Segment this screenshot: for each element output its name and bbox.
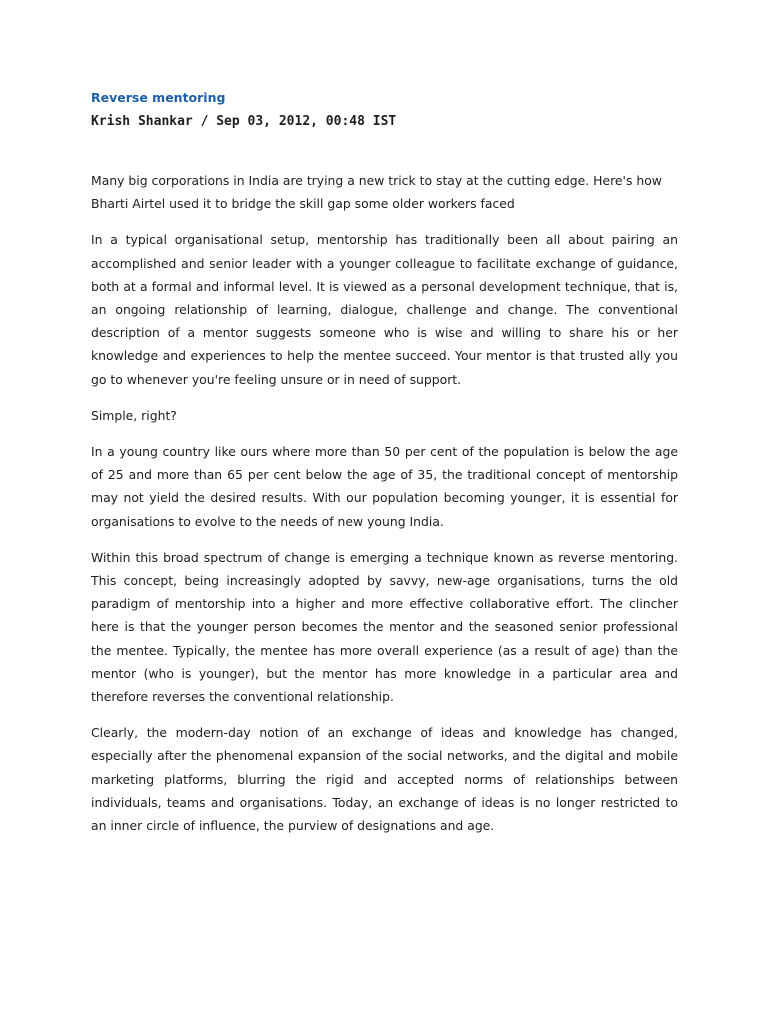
article-paragraph: Many big corporations in India are trying a new trick to stay at the cutting edge. Here's how Bharti Airtel used it to bridge the skill gap some older workers faced — [91, 173, 662, 212]
article-paragraph: Clearly, the modern-day notion of an exchange of ideas and knowledge has changed, especially after the phenomenal expansion of the social networks, and the digital and mobile marketing platforms, blurring the rigid and accepted norms of relationships between individuals, teams and organisations. Today, an exchange of ideas is no longer restricted to an inner circle of influence, the purview of designations and age. — [91, 725, 678, 834]
article-title: Reverse mentoring — [91, 90, 226, 105]
article-paragraph: Simple, right? — [91, 407, 177, 423]
article-paragraph: Within this broad spectrum of change is emerging a technique known as reverse mentoring. This concept, being increasingly adopted by savvy, new-age organisations, turns the old paradigm of mentorship into a higher and more effective collaborative effort. The clincher here is that the younger person becomes the mentor and the seasoned senior professional the mentee. Typically, the mentee has more overall experience (as a result of age) than the mentor (who is younger), but the mentor has more knowledge in a particular area and therefore reverses the conventional relationship. — [91, 549, 678, 705]
article — [91, 88, 678, 837]
article-byline: Krish Shankar / Sep 03, 2012, 00:48 IST — [91, 114, 397, 129]
article-paragraph: In a young country like ours where more than 50 per cent of the population is below the age of 25 and more than 65 per cent below the age of 35, the traditional concept of mentorship may not yield the desired results. With our population becoming younger, it is essential for organisations to evolve to the needs of new young India. — [91, 444, 678, 529]
article-paragraph: In a typical organisational setup, mentorship has traditionally been all about pairing an accomplished and senior leader with a younger colleague to facilitate exchange of guidance, both at a formal and informal level. It is viewed as a personal development technique, that is, an ongoing relationship of learning, dialogue, challenge and change. The conventional description of a mentor suggests someone who is wise and willing to share his or her knowledge and experiences to help the mentee succeed. Your mentor is that trusted ally you go to whenever you're feeling unsure or in need of support. — [91, 232, 678, 387]
